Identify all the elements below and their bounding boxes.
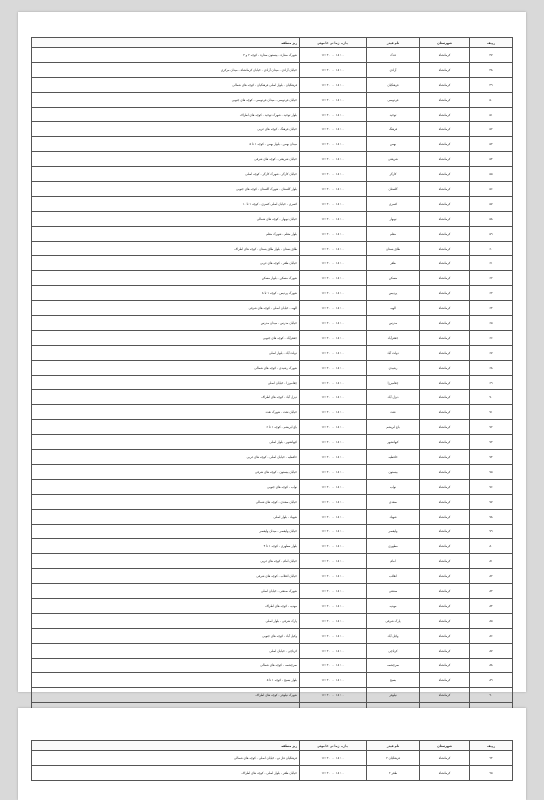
cell-time: ۱۸:۰۰ - ۱۶:۳۰ [300,390,367,405]
table-row [32,584,513,599]
cell-county: کرمانشاه [420,62,470,77]
cell-time: ۱۸:۰۰ - ۱۶:۳۰ [300,360,367,375]
header-county: شهرستان [420,38,470,48]
cell-desc: شهرک صنعتی - خیابان اصلی [32,584,300,599]
cell-county: کرمانشاه [420,390,470,405]
table-row [32,554,513,569]
cell-time: ۱۸:۰۰ - ۱۶:۳۰ [300,48,367,63]
cell-time: ۱۸:۰۰ - ۱۶:۳۰ [300,330,367,345]
cell-area: توحید [367,107,420,122]
cell-county: کرمانشاه [420,673,470,688]
cell-time: ۱۸:۰۰ - ۱۶:۳۰ [300,494,367,509]
cell-time: ۱۸:۰۰ - ۱۶:۳۰ [300,584,367,599]
cell-time: ۱۸:۰۰ - ۱۶:۳۰ [300,598,367,613]
cell-county: کرمانشاه [420,286,470,301]
cell-county: کرمانشاه [420,345,470,360]
cell-county: کرمانشاه [420,152,470,167]
table-row [32,286,513,301]
cell-desc: دیزل آباد - کوچه های اطراف [32,390,300,405]
cell-area: ولیعصر [367,524,420,539]
cell-time: ۱۸:۰۰ - ۱۶:۳۰ [300,62,367,77]
cell-time: ۱۸:۰۰ - ۱۶:۳۰ [300,316,367,331]
cell-desc: خیابان سعدی - کوچه های شمالی [32,494,300,509]
table-row [32,196,513,211]
header-county: شهرستان [420,741,470,751]
cell-no: ۵۴ [470,152,513,167]
table-row [32,435,513,450]
cell-time: ۱۸:۰۰ - ۱۶:۳۰ [300,688,367,703]
table-row [32,122,513,137]
cell-county: کرمانشاه [420,405,470,420]
cell-time: ۱۸:۰۰ - ۱۶:۳۰ [300,658,367,673]
cell-area: چغامیرزا [367,375,420,390]
cell-area: جعفرآباد [367,330,420,345]
header-no: ردیف [470,741,513,751]
cell-desc: خیابان امام - کوچه های غربی [32,554,300,569]
cell-desc: دولت آباد - بلوار اصلی [32,345,300,360]
cell-time: ۱۸:۰۰ - ۱۶:۳۰ [300,554,367,569]
cell-desc: طاق بستان - بلوار طاق بستان - کوچه های اطراف [32,241,300,256]
table-row [32,688,513,703]
cell-time: ۱۸:۰۰ - ۱۶:۳۰ [300,256,367,271]
table-row [32,405,513,420]
cell-time: ۱۸:۰۰ - ۱۶:۳۰ [300,450,367,465]
cell-time: ۱۸:۰۰ - ۱۶:۳۰ [300,420,367,435]
cell-desc: شهرک رشیدی - کوچه های شمالی [32,360,300,375]
cell-desc: شهرک پردیس - کوچه ۱ تا ۸ [32,286,300,301]
cell-no: ۶۴ [470,301,513,316]
table-header-row [32,38,513,48]
cell-county: کرمانشاه [420,584,470,599]
cell-county: کرمانشاه [420,316,470,331]
cell-county: کرمانشاه [420,766,470,781]
cell-time: ۱۸:۰۰ - ۱۶:۳۰ [300,122,367,137]
cell-county: کرمانشاه [420,167,470,182]
cell-no: ۷۹ [470,524,513,539]
cell-no: ۵۱ [470,107,513,122]
cell-time: ۱۸:۰۰ - ۱۶:۳۰ [300,301,367,316]
cell-area: رشیدی [367,360,420,375]
cell-desc: باغ ابریشم - کوچه ۱ تا ۶ [32,420,300,435]
cell-county: کرمانشاه [420,658,470,673]
cell-time: ۱۸:۰۰ - ۱۶:۳۰ [300,435,367,450]
table-row [32,107,513,122]
cell-county: کرمانشاه [420,539,470,554]
cell-area: طاق بستان [367,241,420,256]
cell-no: ۶۹ [470,375,513,390]
cell-desc: فرهنگیان فاز دو - خیابان اصلی - کوچه های شمالی [32,751,300,766]
cell-time: ۱۸:۰۰ - ۱۶:۳۰ [300,539,367,554]
cell-time: ۱۸:۰۰ - ۱۶:۳۰ [300,613,367,628]
cell-desc: خیابان ولیعصر - میدان ولیعصر [32,524,300,539]
cell-desc: شهرک مسکن - بلوار مسکن [32,271,300,286]
cell-area: نفت [367,405,420,420]
table-row [32,509,513,524]
cell-time: ۱۸:۰۰ - ۱۶:۳۰ [300,345,367,360]
table-row [32,628,513,643]
table-row [32,569,513,584]
cell-no: ۵۰ [470,92,513,107]
table-row [32,479,513,494]
cell-no: ۸۱ [470,554,513,569]
cell-county: کرمانشاه [420,271,470,286]
cell-no: ۶۱ [470,256,513,271]
cell-time: ۱۸:۰۰ - ۱۶:۳۰ [300,107,367,122]
cell-desc: خیابان نوبهار - کوچه های شمالی [32,211,300,226]
cell-no: ۹۰ [470,688,513,703]
table-row [32,420,513,435]
cell-county: کرمانشاه [420,92,470,107]
cell-area: مهدیه [367,598,420,613]
cell-desc: مهدیه - کوچه های اطراف [32,598,300,613]
table-row [32,137,513,152]
header-area: نام فیدر [367,741,420,751]
cell-county: کرمانشاه [420,450,470,465]
cell-county: کرمانشاه [420,375,470,390]
cell-desc: فرهنگیان - بلوار اصلی فرهنگیان - کوچه های شمالی [32,77,300,92]
cell-no: ۸۰ [470,539,513,554]
cell-county: کرمانشاه [420,598,470,613]
cell-county: کرمانشاه [420,330,470,345]
cell-county: کرمانشاه [420,435,470,450]
cell-county: کرمانشاه [420,48,470,63]
table-row [32,643,513,658]
cell-desc: نواب - کوچه های جنوبی [32,479,300,494]
cell-area: مسکن [367,271,420,286]
cell-no: ۵۵ [470,167,513,182]
cell-time: ۱۸:۰۰ - ۱۶:۳۰ [300,751,367,766]
cell-no: ۶۷ [470,345,513,360]
cell-area: گلستان [367,182,420,197]
header-desc: ریز منطقه [32,38,300,48]
cell-no: ۸۶ [470,628,513,643]
table-row [32,241,513,256]
cell-area: سرچشمه [367,658,420,673]
cell-desc: الهیه - خیابان اصلی - کوچه های شرقی [32,301,300,316]
cell-time: ۱۸:۰۰ - ۱۶:۳۰ [300,137,367,152]
table-row [32,613,513,628]
cell-desc: بلوار توحید - شهرک توحید - کوچه های اطراف [32,107,300,122]
cell-county: کرمانشاه [420,509,470,524]
cell-desc: جعفرآباد - کوچه های جنوبی [32,330,300,345]
cell-area: بسیج [367,673,420,688]
cell-desc: شهرک ستاره - بیستون ستاره - کوچه ۲ و ۳ [32,48,300,63]
table-row [32,673,513,688]
table-row [32,494,513,509]
table-row [32,345,513,360]
cell-no: ۸۵ [470,613,513,628]
cell-no: ۵۶ [470,182,513,197]
table-row [32,390,513,405]
cell-no: ۷۷ [470,494,513,509]
cell-no: ۶۶ [470,330,513,345]
cell-area: فدک [367,48,420,63]
cell-area: شهیاد [367,509,420,524]
cell-desc: وکیل آباد - کوچه های جنوبی [32,628,300,643]
cell-area: باغ ابریشم [367,420,420,435]
cell-time: ۱۸:۰۰ - ۱۶:۳۰ [300,464,367,479]
cell-county: کرمانشاه [420,420,470,435]
cell-time: ۱۸:۰۰ - ۱۶:۳۰ [300,479,367,494]
table-row [32,301,513,316]
cell-time: ۱۸:۰۰ - ۱۶:۳۰ [300,766,367,781]
cell-county: کرمانشاه [420,479,470,494]
cell-no: ۹۴ [470,751,513,766]
table-body-page-1 [32,48,513,748]
cell-county: کرمانشاه [420,554,470,569]
cell-no: ۷۲ [470,420,513,435]
table-row [32,77,513,92]
cell-time: ۱۸:۰۰ - ۱۶:۳۰ [300,509,367,524]
cell-area: فردوسی [367,92,420,107]
cell-county: کرمانشاه [420,464,470,479]
cell-county: کرمانشاه [420,182,470,197]
cell-no: ۷۶ [470,479,513,494]
cell-desc: پارک شرقی - بلوار اصلی [32,613,300,628]
cell-no: ۸۷ [470,643,513,658]
cell-county: کرمانشاه [420,628,470,643]
cell-time: ۱۸:۰۰ - ۱۶:۳۰ [300,628,367,643]
table-row [32,450,513,465]
cell-area: دیزل آباد [367,390,420,405]
cell-time: ۱۸:۰۰ - ۱۶:۳۰ [300,196,367,211]
cell-desc: بلوار گلستان - شهرک گلستان - کوچه های جنوبی [32,182,300,197]
cell-no: ۸۴ [470,598,513,613]
cell-area: کسری [367,196,420,211]
cell-time: ۱۸:۰۰ - ۱۶:۳۰ [300,569,367,584]
cell-area: سعدی [367,494,420,509]
table-row [32,375,513,390]
cell-county: کرمانشاه [420,301,470,316]
cell-no: ۷۱ [470,405,513,420]
table-row [32,92,513,107]
cell-no: ۵۷ [470,196,513,211]
cell-desc: سرچشمه - کوچه های شمالی [32,658,300,673]
table-row [32,360,513,375]
cell-time: ۱۸:۰۰ - ۱۶:۳۰ [300,92,367,107]
table-row [32,539,513,554]
cell-county: کرمانشاه [420,360,470,375]
cell-no: ۷۰ [470,390,513,405]
cell-area: مدرس [367,316,420,331]
cell-no: ۶۲ [470,271,513,286]
cell-desc: خیابان ظفر - بلوار اصلی - کوچه های اطراف [32,766,300,781]
cell-desc: بلوار مطهری - کوچه ۱ تا ۴ [32,539,300,554]
cell-area: شریعتی [367,152,420,167]
cell-area: آزادی [367,62,420,77]
cell-area: صنعتی [367,584,420,599]
cell-county: کرمانشاه [420,524,470,539]
cell-desc: خیابان فرهنگ - کوچه های غربی [32,122,300,137]
table-row [32,330,513,345]
cell-no: ۴۸ [470,62,513,77]
cell-county: کرمانشاه [420,751,470,766]
cell-no: ۷۵ [470,464,513,479]
cell-county: کرمانشاه [420,107,470,122]
outage-table-page-1 [31,37,513,748]
cell-desc: چغامیرزا - خیابان اصلی [32,375,300,390]
cell-desc: خیابان آزادی - میدان آزادی - خیابان کرمانشاه - میدان مرکزی [32,62,300,77]
cell-county: کرمانشاه [420,643,470,658]
cell-area: دولت آباد [367,345,420,360]
cell-area: فرهنگیان [367,77,420,92]
cell-area: انقلاب [367,569,420,584]
cell-area: نواب [367,479,420,494]
cell-desc: کرناچی - خیابان اصلی [32,643,300,658]
cell-no: ۷۸ [470,509,513,524]
cell-area: ظفر [367,256,420,271]
cell-time: ۱۸:۰۰ - ۱۶:۳۰ [300,375,367,390]
cell-desc: خیابان نفت - شهرک نفت [32,405,300,420]
table-row [32,256,513,271]
cell-area: کرناچی [367,643,420,658]
table-row [32,316,513,331]
cell-county: کرمانشاه [420,226,470,241]
cell-time: ۱۸:۰۰ - ۱۶:۳۰ [300,152,367,167]
header-area: نام فیدر [367,38,420,48]
table-row [32,751,513,766]
cell-time: ۱۸:۰۰ - ۱۶:۳۰ [300,643,367,658]
cell-no: ۵۳ [470,137,513,152]
cell-no: ۸۸ [470,658,513,673]
table-row [32,464,513,479]
cell-no: ۶۰ [470,241,513,256]
cell-desc: میدان بهمن - بلوار بهمن - کوچه ۱ تا ۵ [32,137,300,152]
table-row [32,524,513,539]
cell-area: الهیه [367,301,420,316]
cell-county: کرمانشاه [420,688,470,703]
cell-desc: خیابان شریعتی - کوچه های شرقی [32,152,300,167]
cell-desc: بلوار بسیج - کوچه ۱ تا ۵ [32,673,300,688]
cell-area: پردیس [367,286,420,301]
cell-no: ۶۸ [470,360,513,375]
cell-area: مطهری [367,539,420,554]
cell-area: پارک شرقی [367,613,420,628]
cell-time: ۱۸:۰۰ - ۱۶:۳۰ [300,211,367,226]
cell-desc: شهرک نیلوفر - کوچه های اطراف [32,688,300,703]
cell-desc: بلوار معلم - شهرک معلم [32,226,300,241]
table-row [32,211,513,226]
cell-no: ۹۵ [470,766,513,781]
header-time: بازه زمانی خاموشی [300,741,367,751]
header-no: ردیف [470,38,513,48]
cell-area: نوبهار [367,211,420,226]
cell-no: ۷۴ [470,450,513,465]
header-time: بازه زمانی خاموشی [300,38,367,48]
table-row [32,658,513,673]
cell-desc: خیابان فردوسی - میدان فردوسی - کوچه های جنوبی [32,92,300,107]
cell-desc: خیابان ظفر - کوچه های غربی [32,256,300,271]
cell-no: ۴۷ [470,48,513,63]
cell-time: ۱۸:۰۰ - ۱۶:۳۰ [300,182,367,197]
cell-time: ۱۸:۰۰ - ۱۶:۳۰ [300,271,367,286]
cell-area: وکیل آباد [367,628,420,643]
cell-time: ۱۸:۰۰ - ۱۶:۳۰ [300,226,367,241]
table-row [32,271,513,286]
table-row [32,152,513,167]
cell-county: کرمانشاه [420,241,470,256]
cell-time: ۱۸:۰۰ - ۱۶:۳۰ [300,524,367,539]
table-row [32,167,513,182]
cell-no: ۵۲ [470,122,513,137]
table-row [32,598,513,613]
cell-no: ۷۳ [470,435,513,450]
cell-area: ظفر ۲ [367,766,420,781]
cell-desc: حافظیه - خیابان اصلی - کوچه های غربی [32,450,300,465]
header-desc: ریز منطقه [32,741,300,751]
outage-table-page-2 [31,740,513,781]
cell-no: ۴۹ [470,77,513,92]
table-body-page-2 [32,751,513,781]
document-page-1 [18,12,526,698]
cell-time: ۱۸:۰۰ - ۱۶:۳۰ [300,241,367,256]
cell-no: ۵۹ [470,226,513,241]
cell-area: نیلوفر [367,688,420,703]
cell-county: کرمانشاه [420,137,470,152]
table-row [32,62,513,77]
table-row [32,48,513,63]
cell-desc: کسری - خیابان اصلی کسری - کوچه ۱ تا ۱۰ [32,196,300,211]
cell-area: بیستون [367,464,420,479]
cell-county: کرمانشاه [420,122,470,137]
cell-county: کرمانشاه [420,613,470,628]
table-row [32,182,513,197]
cell-no: ۶۵ [470,316,513,331]
cell-area: کیهانشهر [367,435,420,450]
cell-time: ۱۸:۰۰ - ۱۶:۳۰ [300,405,367,420]
cell-county: کرمانشاه [420,211,470,226]
cell-no: ۸۹ [470,673,513,688]
cell-no: ۸۲ [470,569,513,584]
cell-no: ۸۳ [470,584,513,599]
cell-county: کرمانشاه [420,569,470,584]
cell-county: کرمانشاه [420,196,470,211]
table-row [32,226,513,241]
table-row [32,766,513,781]
cell-time: ۱۸:۰۰ - ۱۶:۳۰ [300,77,367,92]
cell-area: فرهنگیان ۲ [367,751,420,766]
cell-area: کارگر [367,167,420,182]
cell-no: ۵۸ [470,211,513,226]
table-header-row [32,741,513,751]
cell-area: بهمن [367,137,420,152]
cell-county: کرمانشاه [420,494,470,509]
cell-desc: خیابان بیستون - کوچه های شرقی [32,464,300,479]
cell-county: کرمانشاه [420,77,470,92]
cell-area: فرهنگ [367,122,420,137]
cell-area: معلم [367,226,420,241]
cell-time: ۱۸:۰۰ - ۱۶:۳۰ [300,286,367,301]
cell-county: کرمانشاه [420,256,470,271]
cell-time: ۱۸:۰۰ - ۱۶:۳۰ [300,673,367,688]
cell-area: حافظیه [367,450,420,465]
cell-desc: خیابان کارگر - شهرک کارگر - کوچه اصلی [32,167,300,182]
document-page-2 [18,708,526,800]
cell-desc: کیهانشهر - بلوار اصلی [32,435,300,450]
cell-area: امام [367,554,420,569]
cell-desc: خیابان مدرس - میدان مدرس [32,316,300,331]
cell-time: ۱۸:۰۰ - ۱۶:۳۰ [300,167,367,182]
cell-desc: خیابان انقلاب - کوچه های شرقی [32,569,300,584]
cell-no: ۶۳ [470,286,513,301]
cell-desc: شهیاد - بلوار اصلی [32,509,300,524]
